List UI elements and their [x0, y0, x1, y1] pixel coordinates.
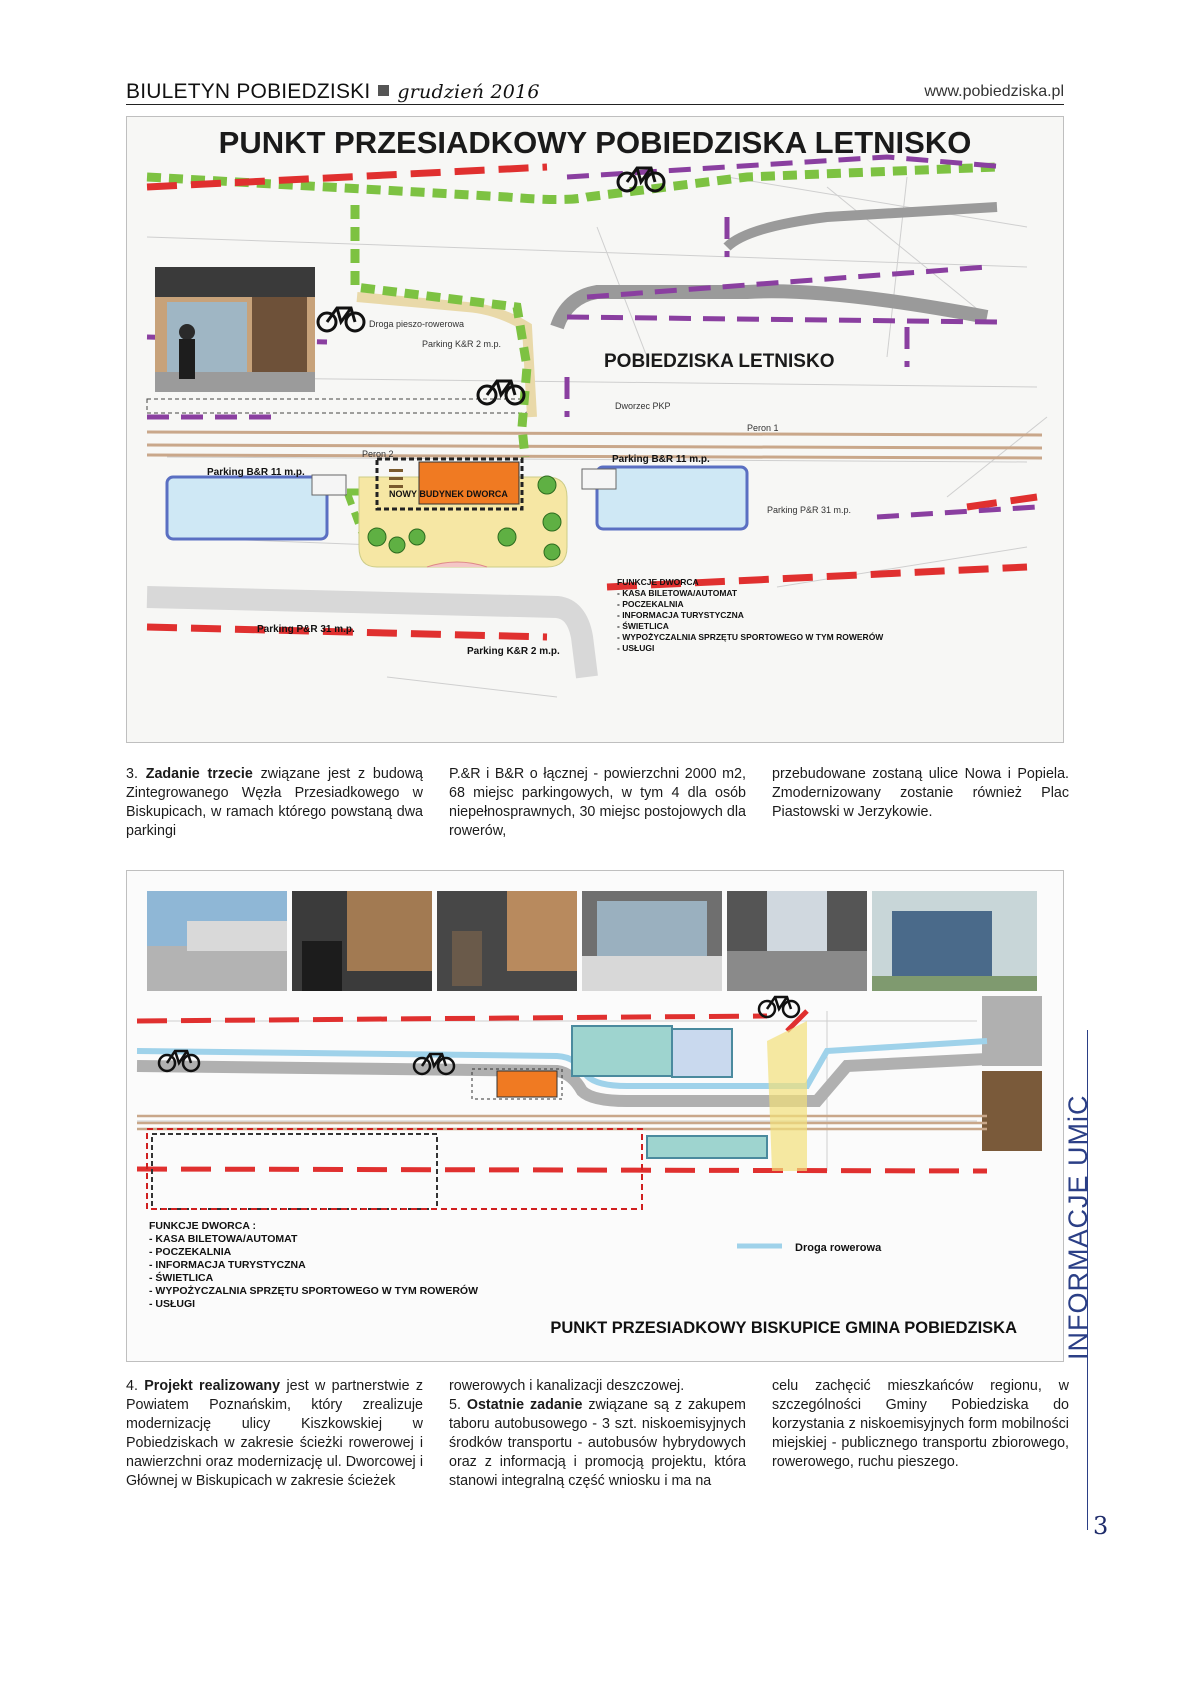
svg-text:- INFORMACJA TURYSTYCZNA: - INFORMACJA TURYSTYCZNA — [617, 610, 744, 620]
publication-title: BIULETYN POBIEDZISKI — [126, 80, 371, 103]
section4-column2: rowerowych i kanalizacji deszczowej. 5. Ostatnie zadanie związane są z zakupem taboru autobusowego - 3 szt. niskoemisyjnych środków transportu - autobusów hybrydowych oraz z informacją i promocją projektu, która stanowi integralną część wniosku i ma na — [449, 1378, 746, 1489]
label-platform1: Peron 1 — [747, 423, 779, 433]
svg-text:- ŚWIETLICA: - ŚWIETLICA — [617, 621, 669, 631]
header-rule — [126, 104, 1064, 105]
svg-text:- WYPOŻYCZALNIA SPRZĘTU SPORTO: - WYPOŻYCZALNIA SPRZĘTU SPORTOWEGO W TYM ROWERÓW — [617, 632, 884, 642]
section4-heading: Projekt realizowany — [144, 1378, 281, 1394]
label-new-building: NOWY BUDYNEK DWORCA — [389, 489, 508, 499]
section5-heading: Ostatnie zadanie — [466, 1397, 583, 1413]
svg-text:- WYPOŻYCZALNIA SPRZĘTU SPORTO: - WYPOŻYCZALNIA SPRZĘTU SPORTOWEGO W TYM ROWERÓW — [149, 1285, 478, 1297]
label-br-left: Parking B&R 11 m.p. — [207, 467, 305, 478]
legend-label: Droga rowerowa — [795, 1242, 882, 1254]
site-plan-biskupice — [126, 870, 1064, 1362]
svg-text:FUNKCJE DWORCA :: FUNKCJE DWORCA : — [149, 1220, 256, 1232]
label-kr-top: Parking K&R 2 m.p. — [422, 339, 502, 349]
section3-column1: 3. Zadanie trzecie związane jest z budową Zintegrowanego Węzła Przesiadkowego w Biskupicach, w ramach którego powstaną dwa parkingi — [126, 766, 424, 839]
svg-text:- INFORMACJA TURYSTYCZNA: - INFORMACJA TURYSTYCZNA — [149, 1259, 306, 1271]
svg-text:- POCZEKALNIA: - POCZEKALNIA — [149, 1246, 232, 1258]
site-plan-letnisko — [126, 116, 1064, 743]
section3-column2: P.&R i B&R o łącznej - powierzchni 2000 m2, 68 miejsc parkingowych, w tym 4 dla osób niepełnosprawnych, 30 miejsc postojowych dla rowerów, — [449, 766, 746, 839]
section-side-label: INFORMACJE UMiC — [1063, 1094, 1093, 1360]
svg-text:- KASA BILETOWA/AUTOMAT: - KASA BILETOWA/AUTOMAT — [149, 1233, 298, 1245]
section4-column3: celu zachęcić mieszkańców regionu, w szczególności Gminy Pobiedziska do korzystania z niskoemisyjnych form mobilności miejskiej - publicznego transportu zbiorowego, rowerowego, ruchu pieszego. — [772, 1378, 1069, 1470]
label-pr-bottom: Parking P&R 31 m.p. — [257, 624, 355, 635]
publication-header — [126, 80, 540, 104]
site-plan-biskupice-drawing — [127, 871, 1063, 1361]
label-path: Droga pieszo-rowerowa — [369, 319, 465, 329]
station-name-label: POBIEDZISKA LETNISKO — [604, 351, 835, 372]
svg-text:- USŁUGI: - USŁUGI — [617, 643, 655, 653]
svg-text:- ŚWIETLICA: - ŚWIETLICA — [149, 1272, 214, 1284]
svg-text:FUNKCJE DWORCA: FUNKCJE DWORCA — [617, 577, 699, 587]
site-plan-letnisko-drawing — [127, 117, 1063, 742]
section3-column3: przebudowane zostaną ulice Nowa i Popiela. Zmodernizowany zostanie również Plac Piastowski w Jerzykowie. — [772, 766, 1069, 820]
website-link[interactable]: www.pobiedziska.pl — [924, 83, 1064, 100]
plan-title: PUNKT PRZESIADKOWY POBIEDZISKA LETNISKO — [218, 125, 972, 160]
plan2-title: PUNKT PRZESIADKOWY BISKUPICE GMINA POBIEDZISKA — [550, 1319, 1017, 1337]
label-kr-bottom: Parking K&R 2 m.p. — [467, 646, 560, 657]
section4-column1: 4. Projekt realizowany jest w partnerstwie z Powiatem Poznańskim, który zrealizuje modernizację ulicy Kiszkowskiej w Pobiedziskach w zakresie ścieżki rowerowej i nawierzchni oraz modernizację ul. Dworcowej i Głównej w Biskupicach w zakresie ścieżek — [126, 1378, 423, 1489]
issue-date: grudzień 2016 — [397, 81, 540, 103]
page-number: 3 — [1093, 1512, 1109, 1540]
section3-heading: Zadanie trzecie — [145, 766, 253, 782]
svg-text:- POCZEKALNIA: - POCZEKALNIA — [617, 599, 684, 609]
label-pr-right: Parking P&R 31 m.p. — [767, 505, 852, 515]
station-render-thumbnail — [155, 267, 315, 392]
label-platform2: Peron 2 — [362, 449, 394, 459]
label-br-right: Parking B&R 11 m.p. — [612, 454, 710, 465]
label-pkp: Dworzec PKP — [615, 401, 671, 411]
svg-text:- USŁUGI: - USŁUGI — [149, 1298, 196, 1310]
separator-square-icon — [378, 85, 389, 96]
svg-text:- KASA BILETOWA/AUTOMAT: - KASA BILETOWA/AUTOMAT — [617, 588, 738, 598]
